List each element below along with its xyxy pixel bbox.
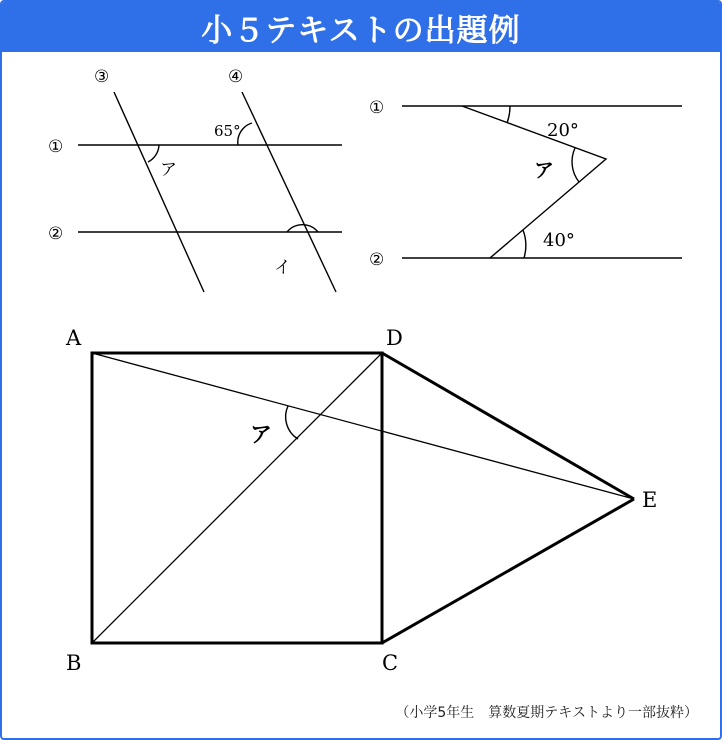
angle-arc-i [287, 225, 318, 232]
segment-ce [382, 499, 634, 643]
vertex-c: C [382, 651, 399, 675]
label-angle-i: イ [274, 258, 291, 278]
vertex-e: E [642, 488, 658, 512]
figure-2 [402, 106, 682, 258]
figure-1-labels [48, 67, 291, 278]
angle-arc-a [572, 148, 579, 182]
label-line-3: ③ [94, 67, 110, 87]
vertex-a: A [66, 326, 82, 350]
segment-de [382, 353, 634, 499]
label-angle-65: 65° [214, 122, 241, 140]
line-3 [114, 92, 204, 292]
label-line-4: ④ [228, 67, 244, 87]
label-angle-a: ア [160, 160, 177, 180]
angle-arc-20 [507, 106, 510, 123]
figure-3 [92, 353, 634, 643]
figure-3-labels [65, 326, 657, 675]
source-note: （小学5年生 算数夏期テキストより一部抜粋） [395, 705, 698, 721]
label-angle-20: 20° [547, 120, 579, 141]
angle-arc-a [286, 406, 298, 439]
geometry-figures [2, 2, 720, 738]
label-angle-40: 40° [543, 230, 575, 251]
figure-2-labels [369, 98, 579, 270]
segment-bd [92, 353, 382, 643]
page-title: 小５テキストの出題例 [2, 2, 720, 52]
label-angle-a: ア [534, 158, 554, 182]
angle-arc-40 [523, 230, 526, 258]
bent-line [462, 106, 606, 258]
segment-ae [92, 353, 634, 499]
figure-1 [78, 92, 342, 292]
angle-arc-a [148, 145, 159, 162]
label-line-2: ② [48, 224, 64, 244]
label-angle-a: ア [250, 423, 273, 448]
vertex-b: B [66, 651, 82, 675]
label-line-2: ② [369, 250, 385, 270]
label-line-1: ① [48, 137, 64, 157]
label-line-1: ① [369, 98, 385, 118]
vertex-d: D [386, 326, 403, 350]
